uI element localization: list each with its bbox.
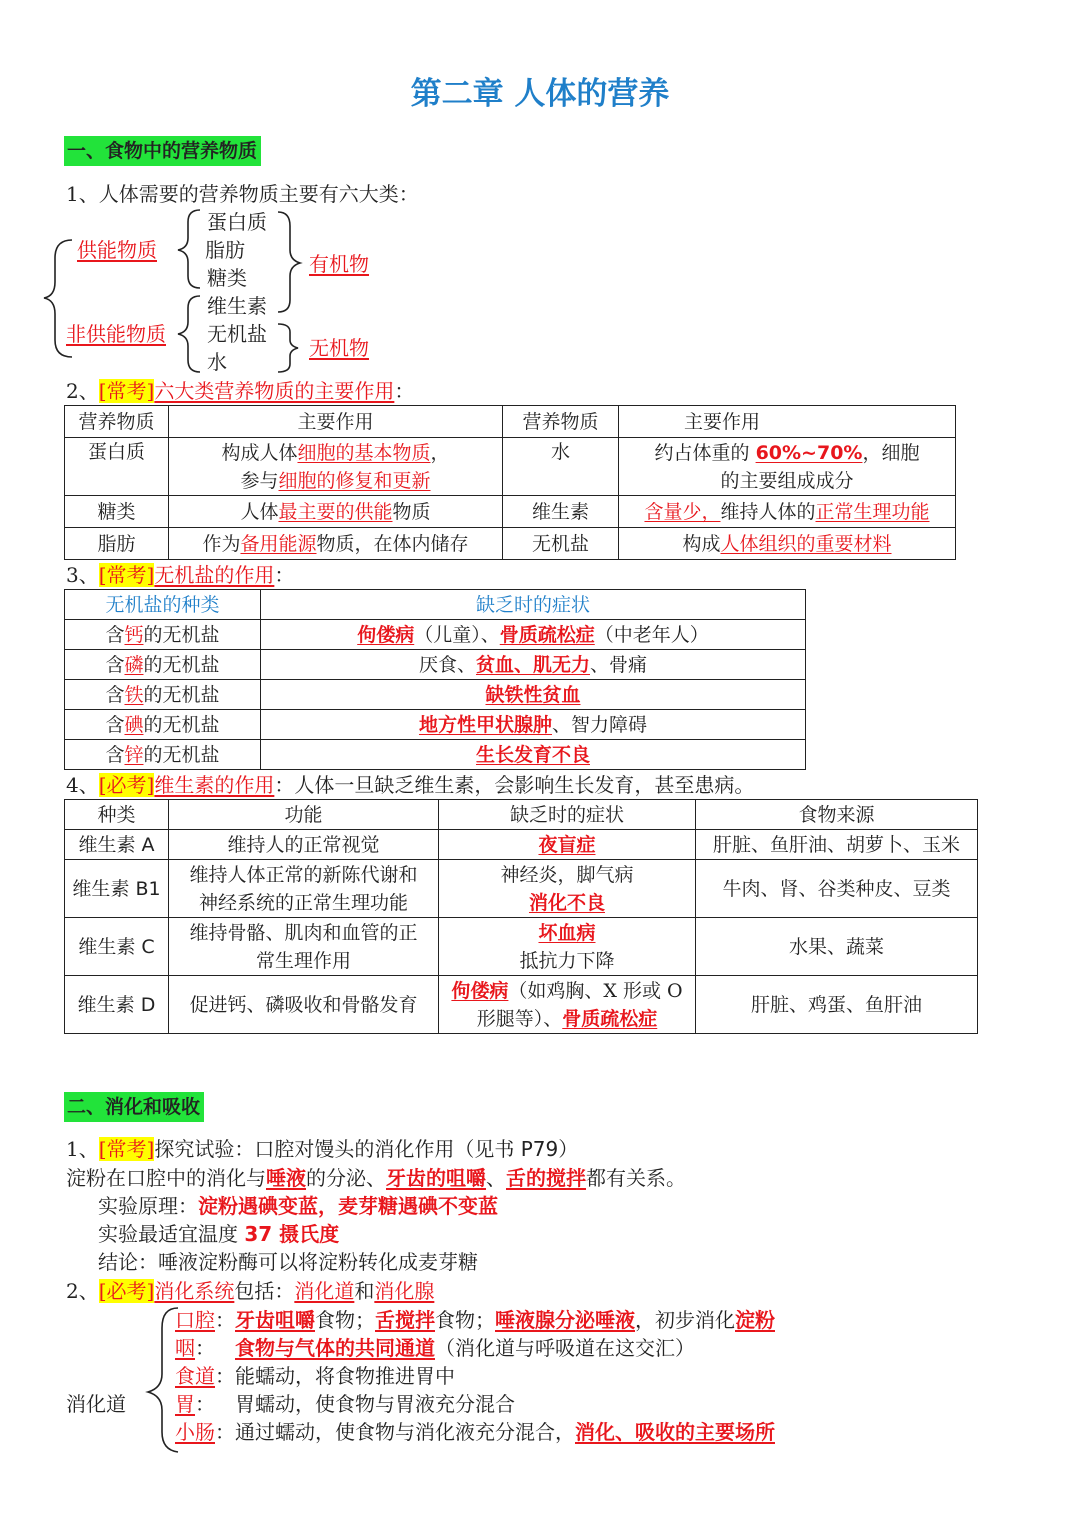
text: 的无机盐 (143, 743, 220, 766)
vitamin-c-function (169, 918, 439, 976)
text: 含 (105, 713, 125, 736)
keyword: 舌的搅拌 (506, 1166, 586, 1190)
organ-mouth (175, 1306, 775, 1334)
tag-required: [必考] (98, 773, 155, 797)
text: （儿童）、 (414, 623, 500, 646)
keyword: 含量少， (644, 500, 721, 523)
keyword: 舌搅拌 (375, 1308, 435, 1332)
table-header: 营养物质 (65, 406, 169, 438)
text: 的分泌、 (306, 1166, 386, 1190)
cell-vitamin-role (619, 496, 956, 528)
vitamin-b1: 维生素 B1 (65, 860, 169, 918)
item-number: 1、 (66, 1137, 99, 1161)
heading-vitamin-roles (66, 771, 754, 799)
nutrient-roles-title: 六大类营养物质的主要作用 (154, 379, 395, 403)
vitamin-b1-symptom (439, 860, 696, 918)
digestive-tract-label: 消化道 (66, 1392, 126, 1416)
text: 和 (354, 1279, 375, 1303)
keyword: 最主要的供能 (278, 500, 393, 523)
table-header: 无机盐的种类 (65, 590, 261, 620)
text: 抵抗力下降 (519, 949, 615, 972)
symptom-iodine (261, 710, 806, 740)
nutrient-roles-table (64, 405, 956, 560)
text: 都有关系。 (586, 1166, 686, 1190)
text: 淀粉在口腔中的消化与 (66, 1166, 266, 1190)
table-header: 种类 (65, 800, 169, 830)
nutrient-vitamin: 维生素 (207, 294, 267, 318)
mineral-zinc (65, 740, 261, 770)
table-header: 食物来源 (696, 800, 978, 830)
text: 的无机盐 (143, 683, 220, 706)
text: 、骨痛 (590, 653, 648, 676)
cell-vitamin: 维生素 (503, 496, 619, 528)
text: 的无机盐 (143, 713, 220, 736)
keyword: 37 (244, 1222, 273, 1246)
vitamin-d-food: 肝脏、鸡蛋、鱼肝油 (696, 976, 978, 1034)
heading-nutrient-roles (66, 377, 414, 405)
text: ， (430, 441, 450, 464)
text: 人体 (240, 500, 279, 523)
text: 食物； (435, 1308, 495, 1332)
text: ：能蠕动，将食物推进胃中 (215, 1364, 455, 1388)
cell-water-role (619, 438, 956, 496)
text: ： (215, 1308, 235, 1332)
keyword: 正常生理功能 (815, 500, 930, 523)
paragraph-six-nutrients: 1、人体需要的营养物质主要有六大类： (66, 182, 419, 206)
text: 的无机盐 (143, 623, 220, 646)
keyword: 人体组织的重要材料 (720, 532, 892, 555)
colon: ： (274, 563, 295, 587)
organic-label: 有机物 (309, 252, 369, 276)
symptom-iron (261, 680, 806, 710)
text: 含 (105, 623, 125, 646)
line-experiment (66, 1135, 578, 1163)
symptom-zinc (261, 740, 806, 770)
organ-stomach (175, 1390, 515, 1418)
table-header: 功能 (169, 800, 439, 830)
element: 铁 (124, 683, 144, 706)
section-heading-digestion: 二、消化和吸收 (64, 1092, 204, 1122)
keyword: 细胞的修复和更新 (278, 469, 431, 492)
cell-salt-role (619, 528, 956, 560)
vitamin-b1-food: 牛肉、肾、谷类种皮、豆类 (696, 860, 978, 918)
mineral-calcium (65, 620, 261, 650)
keyword: 夜盲症 (538, 833, 596, 856)
text: 神经系统的正常生理功能 (198, 891, 408, 914)
keyword: 牙齿的咀嚼 (386, 1166, 486, 1190)
text: 包括： (234, 1279, 295, 1303)
mineral-phosphorus (65, 650, 261, 680)
text: 维持骨骼、肌肉和血管的正 (189, 921, 418, 944)
keyword: 摄氏度 (272, 1222, 340, 1246)
line-starch-digestion (66, 1164, 686, 1192)
cell-fat: 脂肪 (65, 528, 169, 560)
heading-mineral-roles (66, 561, 294, 589)
text: 常生理作用 (255, 949, 351, 972)
text: 、 (486, 1166, 506, 1190)
mineral-iodine (65, 710, 261, 740)
nutrient-fat: 脂肪 (205, 238, 245, 262)
text: 含 (105, 683, 125, 706)
keyword: 唾液腺分泌唾液 (495, 1308, 635, 1332)
keyword: 佝偻病 (451, 979, 509, 1002)
keyword: 淀粉遇碘变蓝，麦芽糖遇碘不变蓝 (198, 1194, 498, 1218)
text: ：人体一旦缺乏维生素，会影响生长发育，甚至患病。 (274, 773, 755, 797)
keyword: 地方性甲状腺肿 (418, 713, 552, 736)
text: 含 (105, 743, 125, 766)
text: ） (558, 1137, 579, 1161)
keyword: 生长发育不良 (475, 743, 590, 766)
line-conclusion: 结论：唾液淀粉酶可以将淀粉转化成麦芽糖 (98, 1250, 478, 1274)
mineral-iron (65, 680, 261, 710)
item-number: 3、 (66, 563, 99, 587)
text: ： (195, 1336, 215, 1360)
item-number: 2、 (66, 379, 99, 403)
keyword: 食物与气体的共同通道 (235, 1336, 435, 1360)
vitamin-a-food: 肝脏、鱼肝油、胡萝卜、玉米 (696, 830, 978, 860)
table-header: 主要作用 (169, 406, 503, 438)
text: 参与 (240, 469, 279, 492)
keyword: 牙齿咀嚼 (235, 1308, 315, 1332)
text: 的主要组成成分 (720, 469, 854, 492)
page-ref: P79 (520, 1137, 559, 1161)
text: 构成 (682, 532, 721, 555)
vitamin-b1-function (169, 860, 439, 918)
vitamin-d-symptom (439, 976, 696, 1034)
cell-salt: 无机盐 (503, 528, 619, 560)
organ-name: 口腔 (175, 1308, 215, 1332)
table-header: 营养物质 (503, 406, 619, 438)
keyword: 缺铁性贫血 (485, 683, 581, 706)
text: 、智力障碍 (552, 713, 648, 736)
keyword: 备用能源 (240, 532, 317, 555)
section-heading-nutrients: 一、食物中的营养物质 (64, 136, 261, 166)
text: 形腿等）、 (476, 1007, 563, 1030)
text: 探究试验：口腔对馒头的消化作用（见书 (154, 1137, 521, 1161)
keyword: 骨质疏松症 (499, 623, 595, 646)
vitamin-d-function: 促进钙、磷吸收和骨骼发育 (169, 976, 439, 1034)
text: 胃蠕动，使食物与胃液充分混合 (235, 1392, 515, 1416)
nutrient-sugar: 糖类 (207, 266, 247, 290)
page-title: 第二章 人体的营养 (410, 76, 670, 112)
nutrient-water: 水 (207, 350, 227, 374)
cell-fat-role (169, 528, 503, 560)
keyword: 消化、吸收的主要场所 (575, 1420, 775, 1444)
element: 磷 (124, 653, 144, 676)
nonenergy-brace (178, 296, 200, 372)
vitamin-a: 维生素 A (65, 830, 169, 860)
text: 维持人体的 (720, 500, 816, 523)
text: 含 (105, 653, 125, 676)
keyword: 骨质疏松症 (562, 1007, 658, 1030)
vitamin-roles-title: 维生素的作用 (154, 773, 275, 797)
tag-common: [常考] (98, 379, 155, 403)
vitamin-c-symptom (439, 918, 696, 976)
table-header: 缺乏时的症状 (439, 800, 696, 830)
text: ，初步消化 (635, 1308, 735, 1332)
keyword: 唾液 (266, 1166, 306, 1190)
tag-common: [常考] (98, 1137, 155, 1161)
text: ： (195, 1392, 215, 1416)
text: 食物； (315, 1308, 375, 1332)
text: （如鸡胸、X 形或 O (508, 979, 683, 1002)
element: 碘 (124, 713, 144, 736)
text: 约占体重的 (654, 441, 756, 464)
cell-sugar-role (169, 496, 503, 528)
text: （消化道与呼吸道在这交汇） (435, 1336, 695, 1360)
nonenergy-nutrients-label: 非供能物质 (66, 322, 166, 346)
mineral-roles-title: 无机盐的作用 (154, 563, 275, 587)
text: 维持人体正常的新陈代谢和 (189, 863, 418, 886)
text: 实验最适宜温度 (98, 1222, 245, 1246)
vitamin-c-food: 水果、蔬菜 (696, 918, 978, 976)
nutrient-salt: 无机盐 (207, 322, 267, 346)
text: 构成人体 (221, 441, 298, 464)
inorganic-label: 无机物 (309, 336, 369, 360)
keyword: 佝偻病 (357, 623, 415, 646)
text: 物质，在体内储存 (316, 532, 469, 555)
symptom-calcium (261, 620, 806, 650)
keyword: 消化不良 (528, 891, 605, 914)
element: 钙 (124, 623, 144, 646)
cell-protein: 蛋白质 (65, 438, 169, 496)
text: 厌食、 (418, 653, 476, 676)
text: （中老年人） (594, 623, 709, 646)
item-number: 4、 (66, 773, 99, 797)
organ-name: 胃 (175, 1392, 195, 1416)
text: 作为 (202, 532, 241, 555)
keyword: 贫血、肌无力 (475, 653, 590, 676)
organ-pharynx (175, 1334, 695, 1362)
organ-small-intestine (175, 1418, 775, 1446)
keyword: 60%~70% (755, 441, 863, 464)
vitamin-table (64, 799, 978, 1034)
keyword: 淀粉 (735, 1308, 775, 1332)
organ-esophagus (175, 1362, 455, 1390)
table-header: 主要作用 (619, 406, 956, 438)
text: ，细胞 (862, 441, 920, 464)
cell-sugar: 糖类 (65, 496, 169, 528)
element: 锌 (124, 743, 144, 766)
tag-required: [必考] (98, 1279, 155, 1303)
cell-protein-role (169, 438, 503, 496)
mineral-table (64, 589, 806, 770)
vitamin-a-symptom (439, 830, 696, 860)
item-number: 2、 (66, 1279, 99, 1303)
line-temperature (98, 1220, 339, 1248)
text: 的无机盐 (143, 653, 220, 676)
energy-nutrients-label: 供能物质 (77, 238, 157, 262)
keyword: 消化道 (294, 1279, 355, 1303)
symptom-phosphorus (261, 650, 806, 680)
text: 物质 (392, 500, 431, 523)
text: 神经炎，脚气病 (500, 863, 634, 886)
tag-common: [常考] (98, 563, 155, 587)
vitamin-c: 维生素 C (65, 918, 169, 976)
organ-name: 咽 (175, 1336, 195, 1360)
nutrient-protein: 蛋白质 (207, 210, 267, 234)
keyword: 消化腺 (374, 1279, 435, 1303)
keyword: 消化系统 (154, 1279, 235, 1303)
table-header: 缺乏时的症状 (261, 590, 806, 620)
line-principle (98, 1192, 498, 1220)
organ-name: 食道 (175, 1364, 215, 1388)
organ-name: 小肠 (175, 1420, 215, 1444)
cell-water: 水 (503, 438, 619, 496)
vitamin-d: 维生素 D (65, 976, 169, 1034)
keyword: 坏血病 (538, 921, 596, 944)
energy-brace (178, 210, 200, 288)
text: ：通过蠕动，使食物与消化液充分混合， (215, 1420, 575, 1444)
keyword: 细胞的基本物质 (297, 441, 431, 464)
vitamin-a-function: 维持人的正常视觉 (169, 830, 439, 860)
inorganic-brace (278, 324, 298, 372)
text: 实验原理： (98, 1194, 198, 1218)
organic-brace (278, 212, 300, 312)
colon: ： (394, 379, 415, 403)
